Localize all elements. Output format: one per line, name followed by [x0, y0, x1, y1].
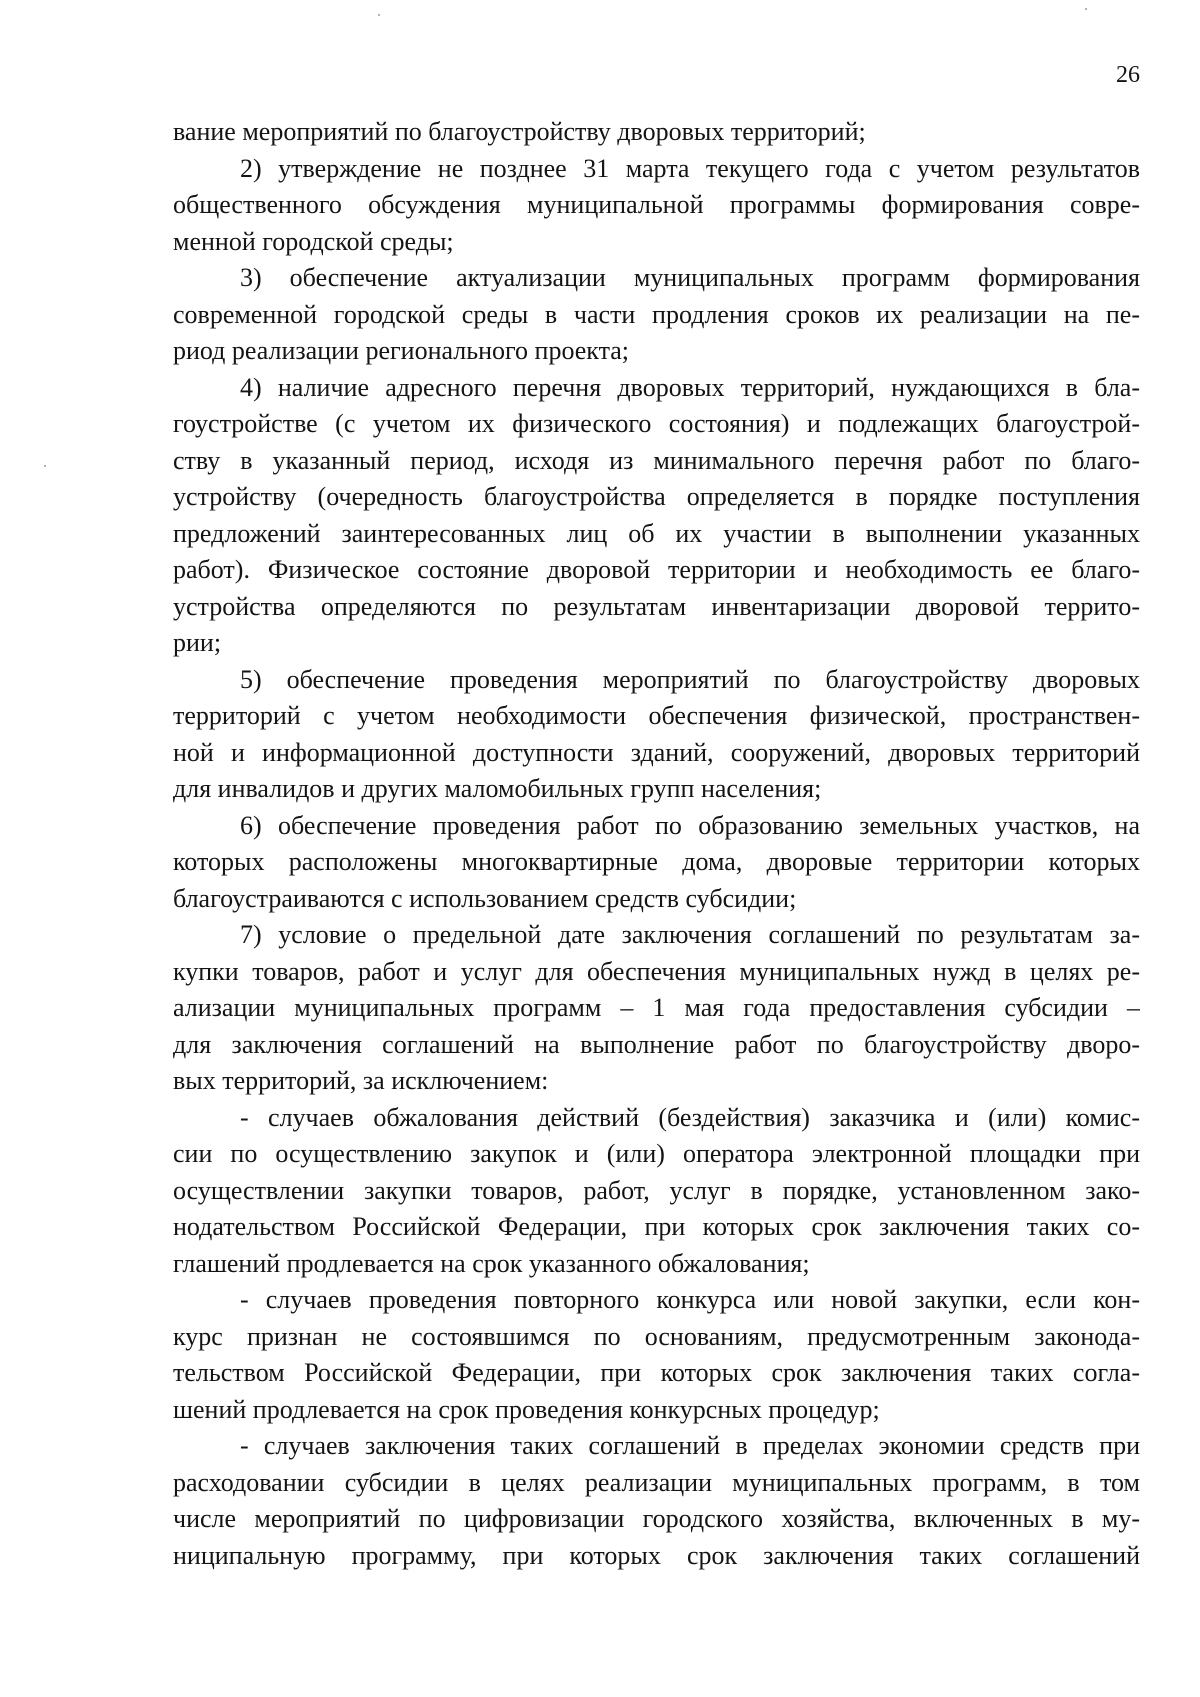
- text-line: для инвалидов и других маломобильных групп населения;: [173, 774, 822, 803]
- paragraph: [173, 1100, 1140, 1283]
- text-line: устройства определяются по результатам инвентаризации дворовой террито-: [173, 591, 1140, 621]
- text-line: благоустраиваются с использованием средств субсидии;: [173, 883, 797, 913]
- text-line: для заключения соглашений на выполнение работ по благоустройству дворо-: [173, 1029, 1140, 1059]
- paragraph: [173, 1282, 1140, 1428]
- text-line: нодательством Российской Федерации, при которых срок заключения таких со-: [173, 1212, 1140, 1241]
- paragraph: [173, 1428, 1140, 1574]
- text-line: шений продлевается на срок проведения конкурсных процедур;: [173, 1394, 880, 1424]
- text-line: глашений продлевается на срок указанного обжалования;: [173, 1248, 810, 1278]
- text-line: 2) утверждение не позднее 31 марта текущего года с учетом результатов: [240, 153, 1140, 183]
- text-line: ализации муниципальных программ – 1 мая года предоставления субсидии –: [173, 993, 1140, 1022]
- text-line: - случаев заключения таких соглашений в пределах экономии средств при: [240, 1431, 1140, 1460]
- text-line: менной городской среды;: [173, 226, 454, 256]
- paragraph: [173, 917, 1140, 1100]
- text-line: ству в указанный период, исходя из минимального перечня работ по благо-: [173, 445, 1140, 475]
- paragraph: [173, 808, 1140, 918]
- page-number: 26: [1116, 62, 1140, 88]
- text-line: сии по осуществлению закупок и (или) оператора электронной площадки при: [173, 1139, 1140, 1168]
- text-line: современной городской среды в части продления сроков их реализации на пе-: [173, 299, 1140, 329]
- paragraph: [173, 662, 1140, 808]
- text-line: 3) обеспечение актуализации муниципальных программ формирования: [240, 263, 1140, 292]
- scan-speck: [378, 14, 380, 16]
- text-line: риод реализации регионального проекта;: [173, 336, 630, 365]
- text-line: гоустройстве (с учетом их физического состояния) и подлежащих благоустрой-: [173, 409, 1140, 438]
- text-line: 7) условие о предельной дате заключения соглашений по результатам за-: [240, 920, 1140, 949]
- text-line: устройству (очередность благоустройства определяется в порядке поступления: [173, 482, 1140, 511]
- scan-speck: [44, 465, 46, 467]
- text-line: ниципальную программу, при которых срок заключения таких соглашений: [173, 1540, 1140, 1570]
- text-line: которых расположены многоквартирные дома, дворовые территории которых: [173, 847, 1140, 876]
- text-line: числе мероприятий по цифровизации городского хозяйства, включенных в му-: [173, 1504, 1140, 1533]
- text-line: 4) наличие адресного перечня дворовых территорий, нуждающихся в бла-: [240, 372, 1140, 402]
- text-line: осуществлении закупки товаров, работ, услуг в порядке, установленном зако-: [173, 1175, 1140, 1205]
- paragraph: [173, 370, 1140, 662]
- text-line: - случаев проведения повторного конкурса или новой закупки, если кон-: [240, 1285, 1140, 1314]
- text-line: купки товаров, работ и услуг для обеспечения муниципальных нужд в целях ре-: [173, 956, 1140, 986]
- text-line: тельством Российской Федерации, при которых срок заключения таких согла-: [173, 1358, 1140, 1387]
- text-line: - случаев обжалования действий (бездействия) заказчика и (или) комис-: [240, 1102, 1140, 1132]
- text-line: территорий с учетом необходимости обеспечения физической, пространствен-: [173, 701, 1140, 730]
- text-line: расходовании субсидии в целях реализации муниципальных программ, в том: [173, 1467, 1140, 1497]
- paragraph: [173, 151, 1140, 261]
- text-line: предложений заинтересованных лиц об их участии в выполнении указанных: [173, 518, 1140, 548]
- text-line: курс признан не состоявшимся по основаниям, предусмотренным законода-: [173, 1321, 1140, 1351]
- scan-speck: [1085, 8, 1087, 10]
- text-line: ной и информационной доступности зданий, сооружений, дворовых территорий: [173, 737, 1140, 767]
- paragraph: [173, 114, 1140, 151]
- text-line: вание мероприятий по благоустройству дворовых территорий;: [173, 117, 866, 146]
- text-line: 5) обеспечение проведения мероприятий по благоустройству дворовых: [240, 664, 1140, 694]
- text-line: 6) обеспечение проведения работ по образованию земельных участков, на: [240, 810, 1140, 840]
- text-line: общественного обсуждения муниципальной программы формирования совре-: [173, 190, 1140, 219]
- document-body: [173, 114, 1140, 1574]
- text-line: рии;: [173, 628, 222, 657]
- text-line: работ). Физическое состояние дворовой территории и необходимость ее благо-: [173, 555, 1140, 584]
- paragraph: [173, 260, 1140, 370]
- text-line: вых территорий, за исключением:: [173, 1066, 549, 1095]
